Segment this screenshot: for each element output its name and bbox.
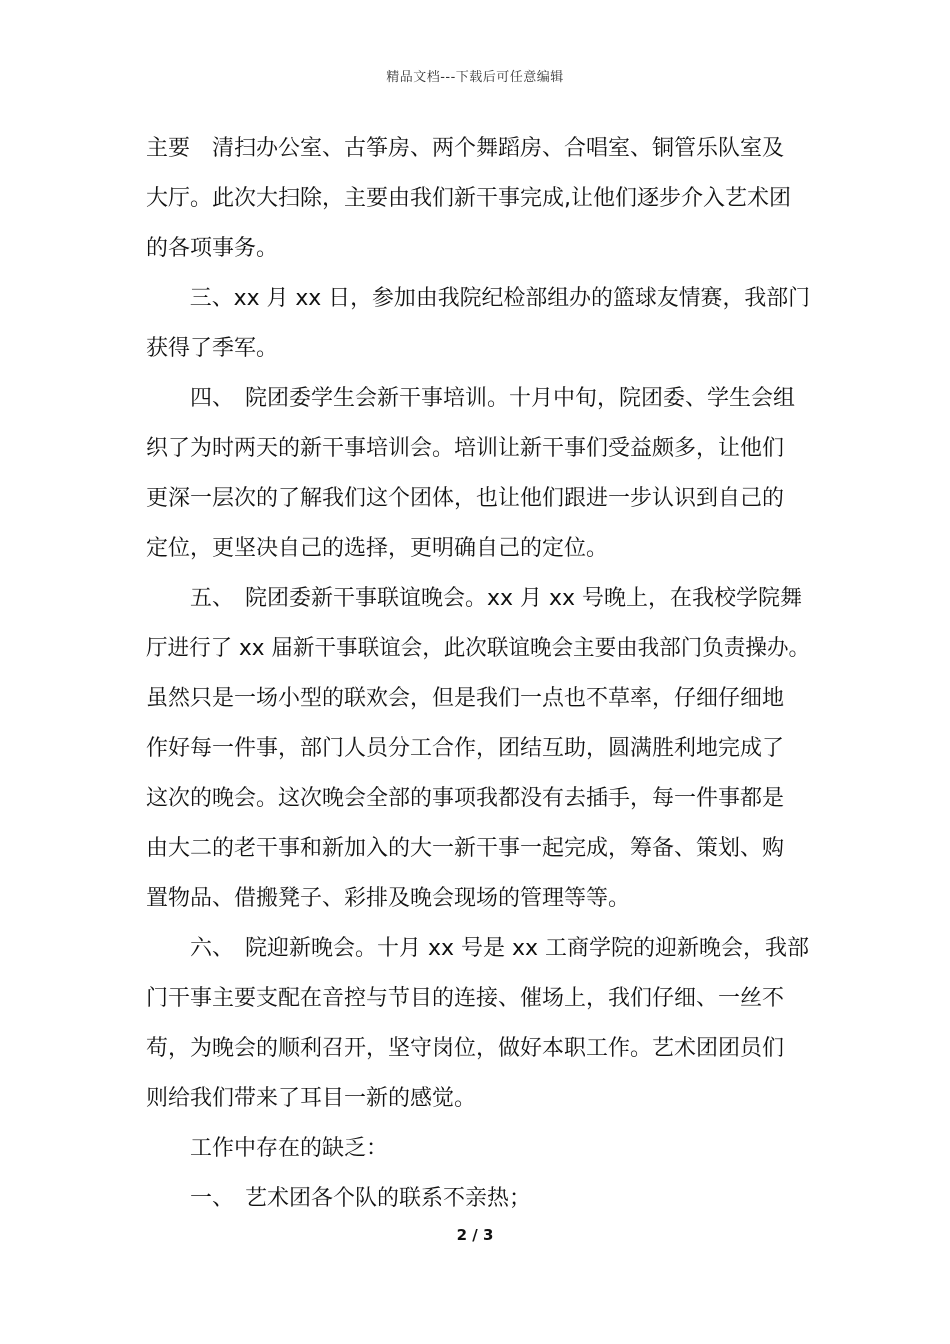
text-line: 则给我们带来了耳目一新的感觉。 <box>146 1086 477 1111</box>
text-line: 由大二的老干事和新加入的大一新干事一起完成，筹备、策划、购 <box>146 836 785 861</box>
text-line: 作好每一件事，部门人员分工合作，团结互助，圆满胜利地完成了 <box>146 736 785 761</box>
text-line: 获得了季军。 <box>146 336 279 361</box>
text-line: 五、 院团委新干事联谊晚会。xx 月 xx 号晚上，在我校学院舞 <box>146 586 803 611</box>
text-line: 四、 院团委学生会新干事培训。十月中旬，院团委、学生会组 <box>146 386 796 411</box>
text-line: 大厅。此次大扫除，主要由我们新干事完成,让他们逐步介入艺术团 <box>146 186 791 211</box>
text-line: 三、xx 月 xx 日，参加由我院纪检部组办的篮球友情赛，我部门 <box>146 286 811 311</box>
text-line: 织了为时两天的新干事培训会。培训让新干事们受益颇多，让他们 <box>146 436 785 461</box>
text-line: 工作中存在的缺乏： <box>146 1136 389 1161</box>
text-line: 这次的晚会。这次晚会全部的事项我都没有去插手，每一件事都是 <box>146 786 785 811</box>
text-line: 六、 院迎新晚会。十月 xx 号是 xx 工商学院的迎新晚会，我部 <box>146 936 810 961</box>
text-line: 置物品、借搬凳子、彩排及晚会现场的管理等等。 <box>146 886 631 911</box>
text-line: 定位，更坚决自己的选择，更明确自己的定位。 <box>146 536 609 561</box>
text-line: 厅进行了 xx 届新干事联谊会，此次联谊晚会主要由我部门负责操办。 <box>146 636 811 661</box>
text-line: 更深一层次的了解我们这个团体，也让他们跟进一步认识到自己的 <box>146 486 785 511</box>
page-number: 2 / 3 <box>456 1226 494 1244</box>
text-line: 的各项事务。 <box>146 236 279 261</box>
text-line: 一、 艺术团各个队的联系不亲热； <box>146 1186 532 1211</box>
text-line: 苟，为晚会的顺利召开，坚守岗位，做好本职工作。艺术团团员们 <box>146 1036 785 1061</box>
text-line: 门干事主要支配在音控与节目的连接、催场上，我们仔细、一丝不 <box>146 986 785 1011</box>
text-line: 主要 清扫办公室、古筝房、两个舞蹈房、合唱室、铜管乐队室及 <box>146 136 785 161</box>
text-line: 虽然只是一场小型的联欢会，但是我们一点也不草率，仔细仔细地 <box>146 686 785 711</box>
page-header: 精品文档---下载后可任意编辑 <box>386 70 564 85</box>
